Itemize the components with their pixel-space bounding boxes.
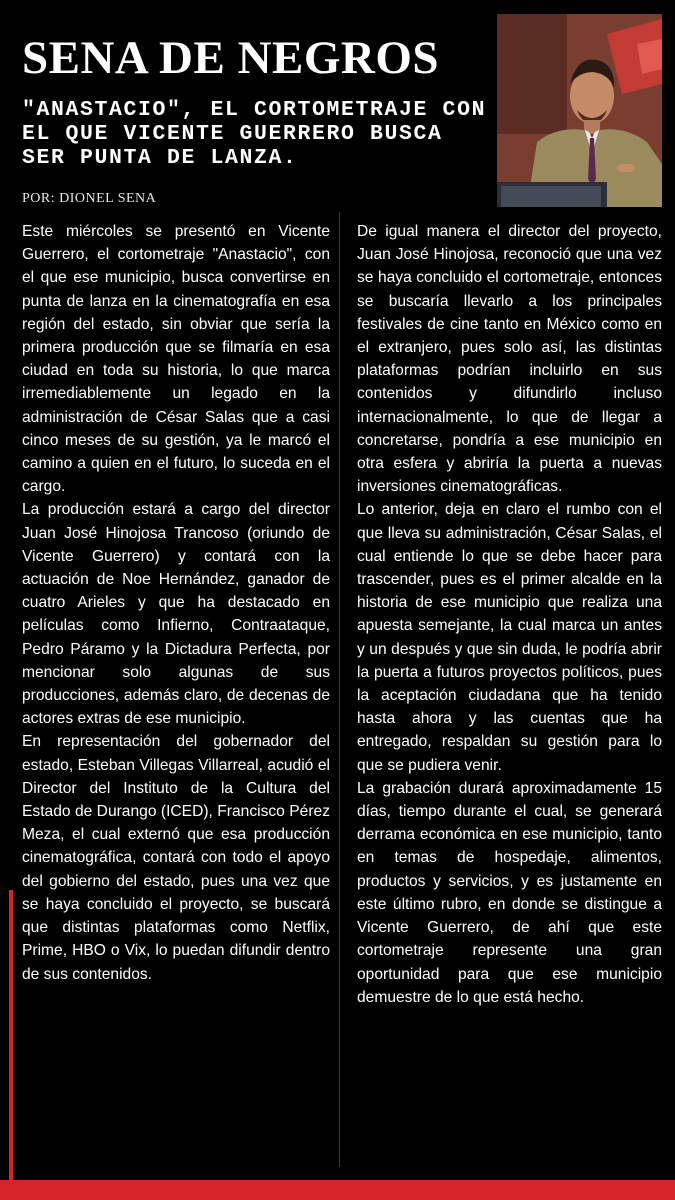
paragraph: De igual manera el director del proyecto, Juan José Hinojosa, reconoció que una vez se haya concluido el cortometraje, entonces se buscaría llevarlo a los principales festivales de cine tanto en México como en el extranjero, pues solo así, las distintas plataformas podrían incluirlo en sus contenidos y difundirlo incluso internacionalmente, lo que de llegar a concretarse, pondría a ese municipio en otra esfera y abriría la puerta a nuevas inversiones cinematográficas. xyxy=(357,223,662,496)
article-column-left xyxy=(22,220,330,986)
paragraph: La grabación durará aproximadamente 15 días, tiempo durante el cual, se generará derrama económica en ese municipio, tanto en temas de hospedaje, alimentos, productos y servicios, y es justamente en este último rubro, en donde se distingue a Vicente Guerrero, de ahí que este cortometraje represente una gran oportunidad para que ese municipio demuestre de lo que está hecho. xyxy=(357,779,662,1006)
paragraph: Lo anterior, deja en claro el rumbo con el que lleva su administración, César Salas, el cual entiende lo que se debe hacer para trascender, pues es el primer alcalde en la historia de ese municipio que realiza una apuesta semejante, la cual marca un antes y un después y que sin duda, le podría abrir la puerta a futuros proyectos políticos, pues la aceptación ciudadana que ha tenido hasta ahora y las cuentas que ha entregado, respaldan su gestión para lo que se pudiera venir. xyxy=(357,501,662,774)
paragraph: En representación del gobernador del estado, Esteban Villegas Villarreal, acudió el Director del Instituto de la Cultura del Estado de Durango (ICED), Francisco Pérez Meza, el cual externó que esa producción cinematográfica, contará con todo el apoyo del gobierno del estado, pues una vez que se haya concluido el proyecto, se buscará que distintas plataformas como Netflix, Prime, HBO o Vix, lo puedan difundir dentro de sus contenidos. xyxy=(22,733,330,983)
page-title: SENA DE NEGROS xyxy=(22,32,440,84)
article-column-right xyxy=(357,220,662,1009)
paragraph: Este miércoles se presentó en Vicente Guerrero, el cortometraje "Anastacio", con el que ese municipio, busca convertirse en punta de lanza en la cinematografía en esa región del estado, sin obviar que sería la primera producción que se filmaría en esa ciudad en toda su historia, lo que marca irremediablemente un legado en la administración de César Salas que a casi cinco meses de su gestión, ya le marcó el camino a quien en el futuro, lo suceda en el cargo. xyxy=(22,223,330,496)
article-headline: "ANASTACIO", EL CORTOMETRAJE CON EL QUE VICENTE GUERRERO BUSCA SER PUNTA DE LANZA. xyxy=(22,98,487,170)
accent-bar-left xyxy=(9,890,13,1180)
column-divider xyxy=(339,212,340,1167)
presenter-photo xyxy=(497,14,662,207)
byline: POR: DIONEL SENA xyxy=(22,191,157,206)
paragraph: La producción estará a cargo del director Juan José Hinojosa Trancoso (oriundo de Vicente Guerrero) y contará con la actuación de Noe Hernández, ganador de cuatro Arieles y que ha destacado en películas como Infierno, Contraataque, Pedro Páramo y la Dictadura Perfecta, por mencionar solo algunas de sus producciones, además claro, de decenas de actores extras de ese municipio. xyxy=(22,501,330,728)
presenter-photo-illustration xyxy=(497,14,662,207)
accent-bar-bottom xyxy=(0,1180,675,1200)
